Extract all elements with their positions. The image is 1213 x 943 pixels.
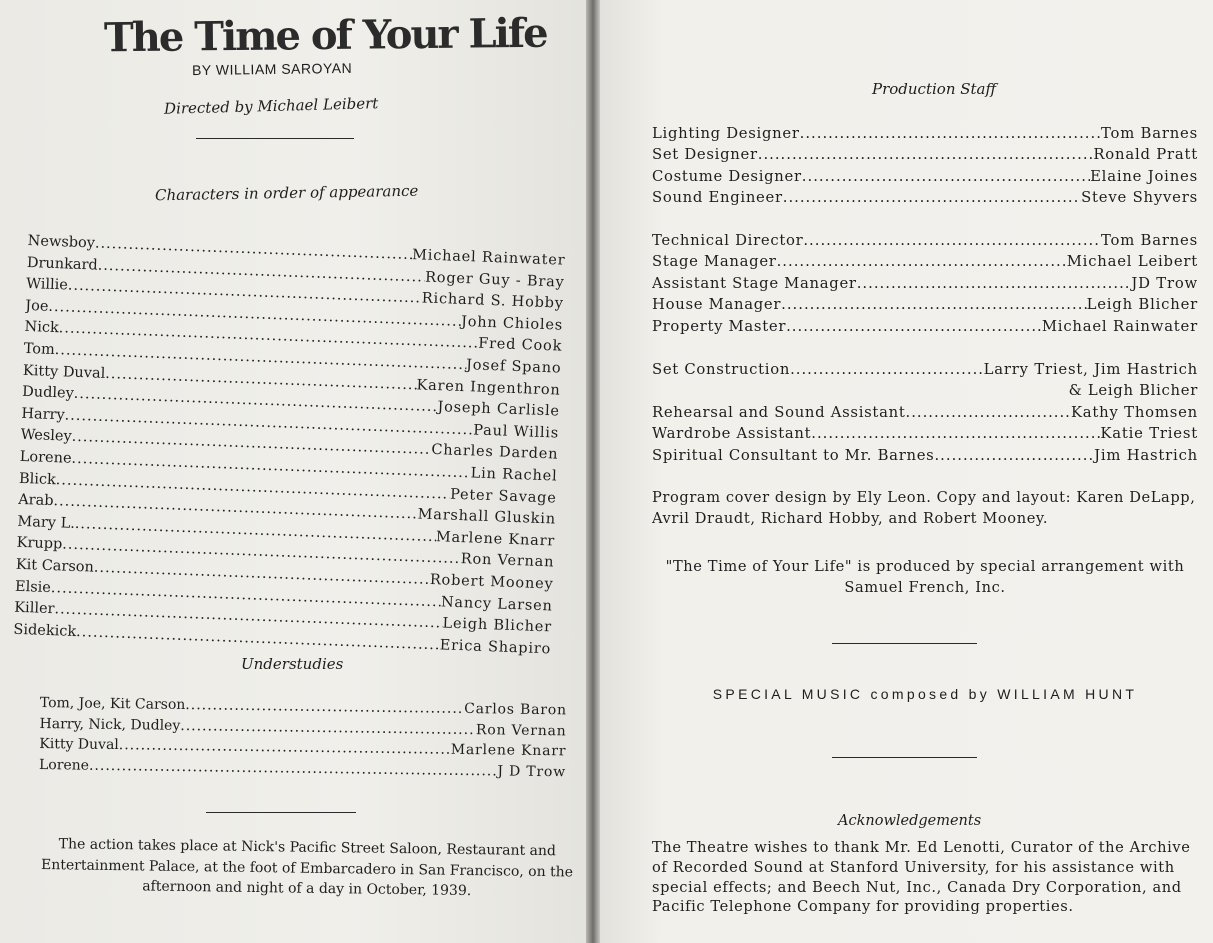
setting-description: The action takes place at Nick's Pacific Street Saloon, Restaurant and Entertainment Palace, at the foot of Embarcadero in San Francisco, on the afternoon and night of a day in October, 1939. bbox=[40, 836, 574, 900]
credit-name: Katie Triest bbox=[1100, 425, 1198, 443]
credit-name: John Chioles bbox=[460, 313, 564, 334]
credit-role: Stage Manager bbox=[652, 253, 777, 271]
credit-role: Costume Designer bbox=[652, 167, 802, 185]
credit-row bbox=[652, 447, 1198, 468]
credit-name: Karen Ingenthron bbox=[416, 376, 561, 399]
credit-role: Dudley bbox=[21, 384, 75, 402]
leader-dots bbox=[781, 296, 1086, 313]
credit-role: Lorene bbox=[19, 448, 72, 467]
leader-dots bbox=[802, 168, 1090, 185]
credit-name: Robert Mooney bbox=[429, 571, 554, 593]
credit-name: J D Trow bbox=[497, 762, 567, 780]
credit-name: Marlene Knarr bbox=[450, 741, 567, 760]
credit-role: Kit Carson bbox=[15, 556, 95, 576]
understudies-heading: Understudies bbox=[241, 655, 344, 673]
playwright-byline: BY WILLIAM SAROYAN bbox=[191, 59, 353, 79]
credit-name: Nancy Larsen bbox=[440, 593, 553, 614]
leader-dots bbox=[119, 737, 451, 758]
staff-group-design bbox=[652, 125, 1198, 211]
leader-dots bbox=[777, 253, 1067, 270]
leader-dots bbox=[185, 697, 464, 717]
divider-rule bbox=[832, 757, 977, 758]
credit-role: Willie bbox=[25, 276, 69, 294]
characters-heading: Characters in order of appearance bbox=[154, 181, 419, 205]
understudy-list bbox=[39, 695, 567, 784]
credit-role: Blick bbox=[18, 470, 57, 488]
staff-role: Set Construction bbox=[652, 361, 791, 378]
credit-role: Killer bbox=[13, 599, 55, 618]
credit-role: Nick bbox=[24, 319, 60, 337]
staff-name: Larry Triest, Jim Hastrich bbox=[983, 361, 1198, 378]
credit-name: Josef Spano bbox=[465, 357, 562, 377]
credit-name: Michael Rainwater bbox=[1041, 317, 1198, 335]
credit-name: Tom Barnes bbox=[1100, 232, 1198, 249]
staff-group-assistants bbox=[652, 404, 1198, 468]
credit-role: Kitty Duval bbox=[22, 362, 106, 382]
credit-name: Leigh Blicher bbox=[1086, 296, 1198, 314]
right-page bbox=[600, 0, 1213, 943]
credit-name: Jim Hastrich bbox=[1094, 446, 1198, 464]
credit-role: Assistant Stage Manager bbox=[652, 274, 857, 292]
credit-name: Carlos Baron bbox=[464, 700, 567, 719]
play-title: The Time of Your Life bbox=[103, 9, 547, 62]
credit-role: Sidekick bbox=[13, 621, 77, 640]
leader-dots bbox=[905, 404, 1070, 421]
credit-role: Krupp bbox=[16, 535, 63, 553]
credit-row bbox=[652, 146, 1198, 167]
credit-row bbox=[652, 232, 1198, 253]
credit-role: Property Master bbox=[652, 317, 787, 335]
credit-role: Arab bbox=[17, 491, 54, 510]
leader-dots bbox=[800, 125, 1101, 142]
credit-role: Set Designer bbox=[652, 146, 758, 164]
left-page bbox=[0, 0, 586, 943]
program-credits: Program cover design by Ely Leon. Copy and layout: Karen DeLapp, Avril Draudt, Richard Hobby, and Robert Mooney. bbox=[652, 489, 1196, 527]
credit-row bbox=[652, 275, 1198, 296]
leader-dots bbox=[783, 189, 1081, 206]
credit-name: Charles Darden bbox=[431, 442, 559, 463]
credit-name: Paul Willis bbox=[472, 422, 560, 442]
credit-role: Newsboy bbox=[27, 233, 96, 252]
credit-role: Spiritual Consultant to Mr. Barnes bbox=[652, 446, 935, 464]
credit-role: Kitty Duval bbox=[39, 735, 119, 754]
leader-dots bbox=[758, 146, 1094, 163]
credit-row bbox=[652, 425, 1198, 446]
credit-role: House Manager bbox=[652, 296, 782, 314]
book-gutter bbox=[586, 0, 600, 943]
credit-name: Michael Leibert bbox=[1066, 253, 1198, 271]
credit-name: Fred Cook bbox=[477, 335, 563, 356]
credit-name: Richard S. Hobby bbox=[421, 290, 565, 312]
leader-dots bbox=[803, 232, 1101, 249]
credit-role: Tom bbox=[23, 340, 56, 359]
credit-row bbox=[652, 189, 1198, 210]
credit-role: Elsie bbox=[14, 578, 52, 596]
credit-role: Wesley bbox=[20, 427, 73, 446]
credit-name: Steve Shyvers bbox=[1081, 189, 1198, 207]
credit-name: JD Trow bbox=[1131, 274, 1198, 292]
credit-name: Tom Barnes bbox=[1100, 125, 1198, 142]
credit-name: Peter Savage bbox=[449, 486, 557, 507]
credit-name: Roger Guy - Bray bbox=[424, 269, 565, 291]
credit-role: Harry bbox=[21, 405, 66, 424]
credit-name: Marlene Knarr bbox=[435, 528, 556, 550]
credit-row bbox=[652, 404, 1198, 425]
divider-rule bbox=[206, 812, 356, 813]
credit-row bbox=[652, 253, 1198, 274]
credit-name: Leigh Blicher bbox=[442, 615, 553, 636]
acknowledgements-heading: Acknowledgements bbox=[838, 813, 982, 829]
credit-role: Harry, Nick, Dudley bbox=[39, 715, 181, 734]
leader-dots bbox=[857, 275, 1132, 292]
production-staff-heading: Production Staff bbox=[872, 80, 997, 98]
credit-role: Lighting Designer bbox=[652, 125, 800, 142]
staff-row bbox=[652, 361, 1198, 382]
credit-role: Wardrobe Assistant bbox=[652, 425, 812, 443]
credit-role: Mary L. bbox=[17, 513, 76, 532]
divider-rule bbox=[196, 138, 354, 139]
credit-role: Drunkard bbox=[26, 254, 99, 274]
leader-dots bbox=[790, 361, 984, 378]
leader-dots bbox=[934, 447, 1094, 464]
staff-group-management bbox=[652, 232, 1198, 339]
leader-dots bbox=[786, 318, 1042, 335]
credit-name: Ron Vernan bbox=[460, 551, 555, 571]
credit-name: Ronald Pratt bbox=[1093, 146, 1198, 164]
divider-rule bbox=[832, 643, 977, 644]
credit-name: Erica Shapiro bbox=[439, 637, 552, 658]
rights-notice: "The Time of Your Life" is produced by special arrangement with Samuel French, Inc. bbox=[665, 558, 1185, 596]
leader-dots bbox=[180, 717, 476, 737]
credit-name: Marshall Gluskin bbox=[417, 506, 557, 528]
staff-name-continued: & Leigh Blicher bbox=[1068, 382, 1198, 400]
credit-name: Ron Vernan bbox=[475, 721, 567, 739]
credit-role: Joe bbox=[25, 297, 49, 315]
staff-set-construction bbox=[652, 361, 1198, 403]
credit-row bbox=[652, 296, 1198, 317]
credit-role: Lorene bbox=[38, 756, 90, 774]
credit-name: Kathy Thomsen bbox=[1070, 404, 1198, 421]
credit-role: Technical Director bbox=[652, 232, 804, 249]
acknowledgements-text: The Theatre wishes to thank Mr. Ed Lenotti, Curator of the Archive of Recorded Sound at Stanford University, for his assistance with special effects; and Beech Nut, Inc., Canada Dry Corporation, and Pacific Telephone Company for providing properties. bbox=[652, 839, 1191, 916]
credit-row bbox=[652, 168, 1198, 189]
cast-list bbox=[13, 233, 566, 663]
credit-role: Tom, Joe, Kit Carson bbox=[39, 695, 186, 714]
director-credit: Directed by Michael Leibert bbox=[163, 94, 379, 118]
credit-row bbox=[652, 318, 1198, 339]
credit-name: Lin Rachel bbox=[470, 465, 558, 485]
credit-name: Joseph Carlisle bbox=[437, 399, 561, 420]
credit-name: Michael Rainwater bbox=[411, 247, 566, 269]
leader-dots bbox=[811, 425, 1100, 442]
credit-role: Sound Engineer bbox=[652, 189, 783, 207]
credit-name: Elaine Joines bbox=[1090, 167, 1198, 185]
special-music-credit: SPECIAL MUSIC composed by WILLIAM HUNT bbox=[712, 686, 1138, 702]
credit-row bbox=[652, 125, 1198, 146]
credit-role: Rehearsal and Sound Assistant bbox=[652, 404, 906, 421]
